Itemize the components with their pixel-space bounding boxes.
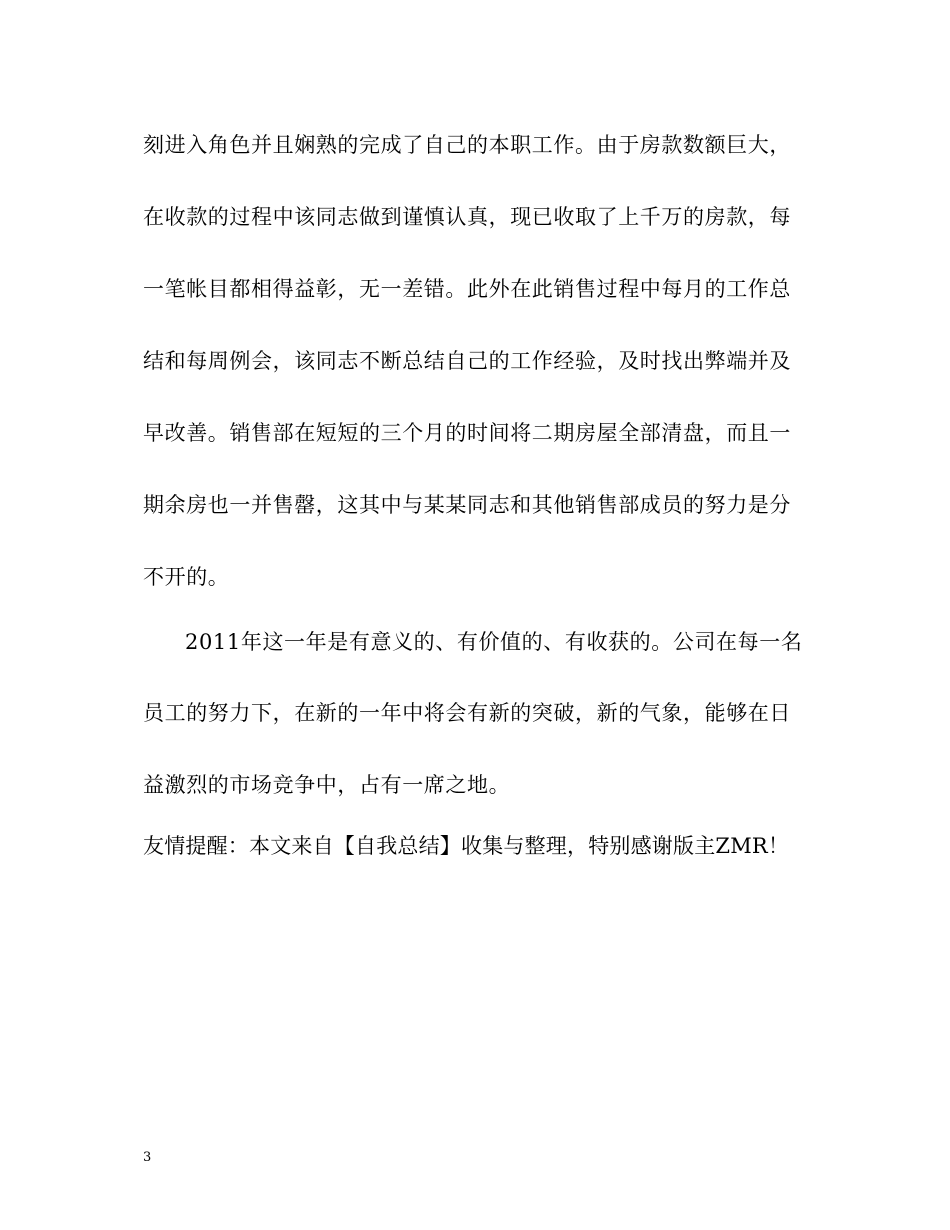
- body-text-line: 益激烈的市场竞争中，占有一席之地。: [143, 773, 511, 797]
- paragraph-start-line: 2011年这一年是有意义的、有价值的、有收获的。公司在每一名: [185, 630, 803, 654]
- body-text-line: 早改善。销售部在短短的三个月的时间将二期房屋全部清盘，而且一: [143, 421, 791, 445]
- page-number: 3: [143, 1150, 152, 1165]
- body-text-line: 员工的努力下，在新的一年中将会有新的突破，新的气象，能够在日: [143, 701, 791, 725]
- source-note: 友情提醒：本文来自【自我总结】收集与整理，特别感谢版主ZMR！: [143, 834, 790, 858]
- body-text-line: 一笔帐目都相得益彰，无一差错。此外在此销售过程中每月的工作总: [143, 277, 791, 301]
- body-text-line: 在收款的过程中该同志做到谨慎认真，现已收取了上千万的房款，每: [143, 205, 791, 229]
- body-text-line: 刻进入角色并且娴熟的完成了自己的本职工作。由于房款数额巨大，: [143, 133, 791, 157]
- body-text-line: 期余房也一并售罄，这其中与某某同志和其他销售部成员的努力是分: [143, 493, 791, 517]
- body-text-line: 结和每周例会，该同志不断总结自己的工作经验，及时找出弊端并及: [143, 349, 791, 373]
- body-text-line: 不开的。: [143, 565, 230, 589]
